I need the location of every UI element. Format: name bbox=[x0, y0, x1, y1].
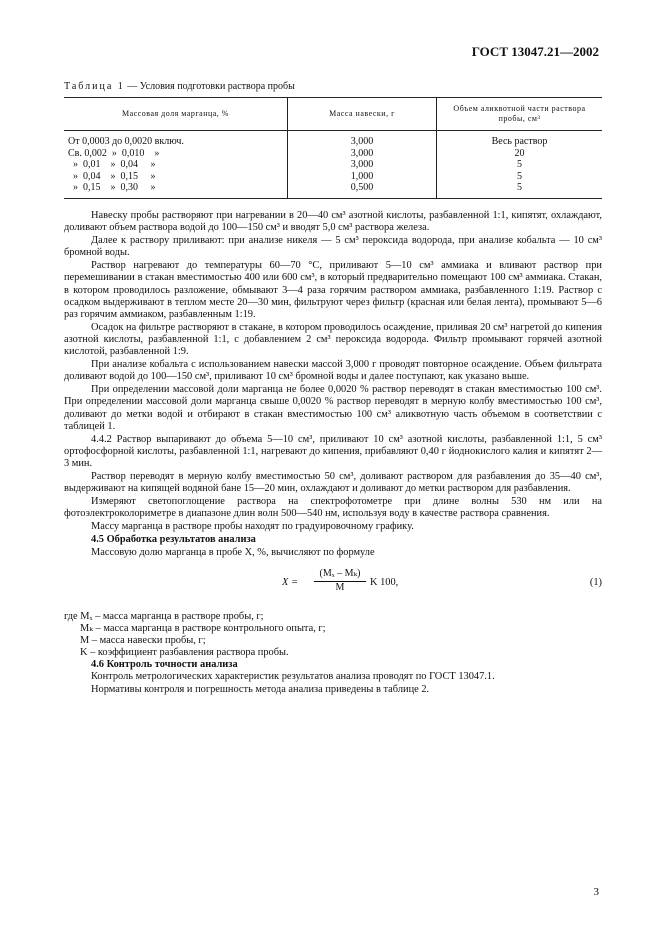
page-number: 3 bbox=[593, 886, 599, 898]
formula-legend bbox=[64, 611, 602, 659]
paragraph: Массу марганца в растворе пробы находят по градуировочному графику. bbox=[91, 521, 414, 533]
paragraph: Осадок на фильтре растворяют в стакане, в котором проводилось осаждение, приливая 20 см³ нагретой до кипения азотной кислоты, разбавленной 1:1, с добавлением 2 см³ пероксида водорода. Фильтр промывают горячей азотной кислотой, разбавленной 1:9. bbox=[64, 321, 602, 358]
table-cell: 5 bbox=[517, 170, 522, 182]
paragraph: Массовую долю марганца в пробе X, %, вычисляют по формуле bbox=[91, 546, 375, 558]
formula-number: (1) bbox=[589, 576, 602, 588]
table-cell: 1,000 bbox=[350, 170, 374, 182]
legend-item: M – масса навески пробы, г; bbox=[80, 634, 206, 646]
section-heading-4-5: 4.5 Обработка результатов анализа bbox=[91, 534, 256, 546]
table-header-row bbox=[64, 98, 602, 131]
formula-fraction bbox=[314, 568, 366, 594]
body-text bbox=[64, 210, 602, 697]
sample-mass-cell bbox=[288, 131, 437, 199]
paragraph: Далее к раствору приливают: при анализе никеля — 5 см³ пероксида водорода, при анализе кобальта — 10 см³ бромной воды. bbox=[64, 235, 602, 259]
legend-item: K – коэффициент разбавления раствора пробы. bbox=[80, 646, 289, 658]
table-row bbox=[64, 131, 602, 199]
table-cell: 3,000 bbox=[350, 147, 374, 159]
table-caption-label: Таблица 1 bbox=[64, 81, 125, 92]
standard-header: ГОСТ 13047.21—2002 bbox=[471, 44, 599, 59]
paragraph: Раствор нагревают до температуры 60—70 °С, приливают 5—10 см³ аммиака и вливают раствор при перемешивании в стакан вместимостью 400 или 600 см³, в который предварительно помещают 100 см³ аммиака. Стакан, в котором проводилось разложение, обмывают 3—4 раза горячим раствором аммиака, разбавленного 1:19. Раствор с осадком выдерживают в теплом месте 20—30 мин, фильтруют через фильтр (красная или белая лента), промывают 5—6 раз горячим аммиаком, разбавленным 1:19. bbox=[64, 260, 602, 320]
formula-denominator: M bbox=[335, 581, 345, 593]
mn-fraction-cell bbox=[64, 131, 288, 199]
table-cell: 0,500 bbox=[350, 182, 374, 193]
paragraph: При определении массовой доли марганца не более 0,0020 % раствор переводят в стакан вместимостью 100 см³. При определении массовой доли марганца свыше 0,0020 % раствор переводят в мерную колбу вместимостью 100 см³, доливают до метки водой и отбирают в стакан вместимостью 100 см³ аликвотную часть объемом в соответствии с таблицей 1. bbox=[64, 384, 602, 432]
formula-1 bbox=[64, 565, 602, 607]
paragraph: Раствор переводят в мерную колбу вместимостью 50 см³, доливают раствором для разбавления до 35—40 см³, выдерживают на кипящей водяной бане 15—20 мин, охлаждают и доливают до метки раствором для разбавления. bbox=[64, 470, 602, 495]
paragraph: Измеряют светопоглощение раствора на спектрофотометре при длине волны 530 нм или на фотоэлектроколориметре в диапазоне длин волн 500—540 нм, используя воду в качестве раствора сравнения. bbox=[64, 496, 602, 520]
legend-item: Mₖ – масса марганца в растворе контрольного опыта, г; bbox=[80, 622, 326, 634]
paragraph: 4.4.2 Раствор выпаривают до объема 5—10 см³, приливают 10 см³ азотной кислоты, разбавленной 1:1, 5 см³ ортофосфорной кислоты, разбавленной 1:1, нагревают до кипения, прибавляют 0,40 г йоднокислого калия и кипятят 2—3 мин. bbox=[64, 433, 602, 469]
column-header-mn-fraction: Массовая доля марганца, % bbox=[64, 98, 288, 131]
table-cell: От 0,0003 до 0,0020 включ. bbox=[68, 136, 184, 147]
table-cell: 3,000 bbox=[350, 136, 374, 147]
aliquot-volume-cell bbox=[437, 131, 603, 199]
table-cell: 5 bbox=[517, 182, 522, 193]
table-cell: » 0,15 » 0,30 » bbox=[68, 182, 156, 193]
paragraph: Нормативы контроля и погрешность метода анализа приведены в таблице 2. bbox=[91, 684, 430, 696]
table-cell: Весь раствор bbox=[491, 136, 548, 147]
paragraph: При анализе кобальта с использованием навески массой 3,000 г проводят повторное осаждение. Объем фильтрата доливают водой до 100—150 см³, приливают 10 см³ бромной воды и далее поступают, как указано выше. bbox=[64, 359, 602, 383]
table-cell: 3,000 bbox=[350, 159, 374, 170]
table-caption bbox=[64, 81, 295, 92]
table-cell: Св. 0,002 » 0,010 » bbox=[68, 147, 160, 159]
section-heading-4-6: 4.6 Контроль точности анализа bbox=[91, 659, 238, 670]
formula-numerator: (Mₓ – Mₖ) bbox=[314, 568, 366, 582]
sample-preparation-table bbox=[64, 97, 602, 199]
table-cell: 20 bbox=[514, 147, 525, 159]
table-cell: 5 bbox=[517, 159, 522, 170]
legend-item: где Mₓ – масса марганца в растворе пробы, г; bbox=[64, 610, 264, 622]
table-cell: » 0,04 » 0,15 » bbox=[68, 170, 156, 182]
table-caption-text: — Условия подготовки раствора пробы bbox=[124, 81, 295, 92]
formula-lhs: X = bbox=[282, 576, 298, 588]
table-cell: » 0,01 » 0,04 » bbox=[68, 159, 156, 170]
column-header-aliquot-volume: Объем аликвотной части раствора пробы, см³ bbox=[437, 98, 603, 131]
paragraph: Навеску пробы растворяют при нагревании в 20—40 см³ азотной кислоты, разбавленной 1:1, кипятят, охлаждают, доливают объем раствора водой до 100—150 см³ и вводят 5,0 см³ раствора железа. bbox=[64, 210, 602, 234]
paragraph: Контроль метрологических характеристик результатов анализа проводят по ГОСТ 13047.1. bbox=[91, 671, 495, 683]
column-header-sample-mass: Масса навески, г bbox=[288, 98, 437, 131]
formula-rhs: K 100, bbox=[370, 576, 399, 588]
